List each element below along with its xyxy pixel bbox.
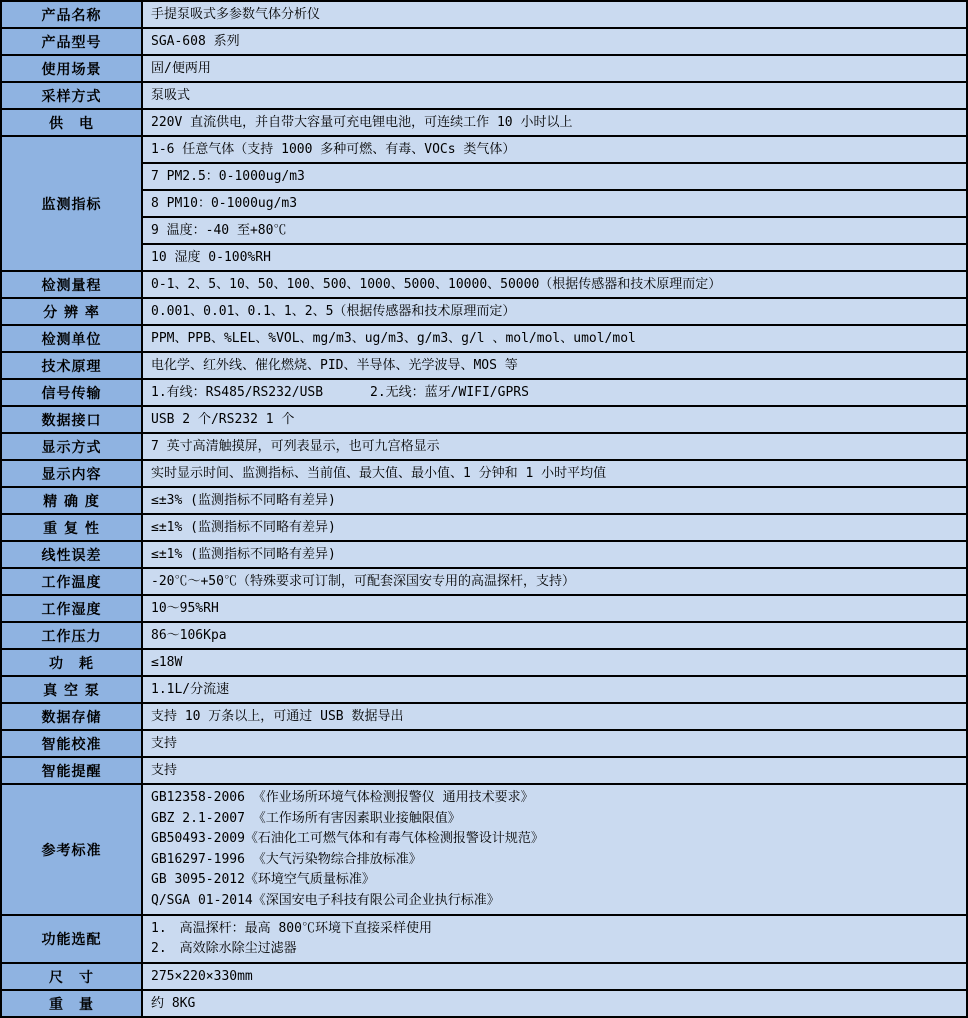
spec-value-cell: 9 温度：-40 至+80℃ <box>142 217 967 244</box>
spec-value-cell: 实时显示时间、监测指标、当前值、最大值、最小值、1 分钟和 1 小时平均值 <box>142 460 967 487</box>
spec-value-line: GBZ 2.1-2007 《工作场所有害因素职业接触限值》 <box>151 810 461 826</box>
table-row <box>1 541 967 568</box>
spec-value-line: GB 3095-2012《环境空气质量标准》 <box>151 872 375 887</box>
spec-label-cell: 供 电 <box>1 109 142 136</box>
spec-label-cell: 参考标准 <box>1 784 142 915</box>
table-row <box>1 109 967 136</box>
spec-label-cell: 使用场景 <box>1 55 142 82</box>
spec-label-cell: 真 空 泵 <box>1 676 142 703</box>
spec-value-cell: PPM、PPB、%LEL、%VOL、mg/m3、ug/m3、g/m3、g/l 、mol/mol、umol/mol <box>142 325 967 352</box>
spec-label-cell: 重 复 性 <box>1 514 142 541</box>
spec-label-cell: 检测单位 <box>1 325 142 352</box>
table-row <box>1 379 967 406</box>
table-row <box>1 217 967 244</box>
table-row <box>1 963 967 990</box>
table-row <box>1 595 967 622</box>
spec-value-line: 1. 高温探杆：最高 800℃环境下直接采样使用 <box>151 921 432 936</box>
spec-label-cell: 智能校准 <box>1 730 142 757</box>
spec-value-cell: -20℃～+50℃（特殊要求可订制，可配套深国安专用的高温探杆，支持） <box>142 568 967 595</box>
spec-value-cell: 泵吸式 <box>142 82 967 109</box>
spec-value-line: GB12358-2006 《作业场所环境气体检测报警仪 通用技术要求》 <box>151 790 534 805</box>
spec-value-cell: 支持 <box>142 730 967 757</box>
table-row <box>1 649 967 676</box>
spec-value-cell: USB 2 个/RS232 1 个 <box>142 406 967 433</box>
spec-value-cell <box>142 915 967 963</box>
table-row <box>1 622 967 649</box>
table-row <box>1 784 967 915</box>
spec-value-cell: 220V 直流供电，并自带大容量可充电锂电池，可连续工作 10 小时以上 <box>142 109 967 136</box>
spec-label-cell: 产品型号 <box>1 28 142 55</box>
spec-value-cell: 275×220×330mm <box>142 963 967 990</box>
spec-label-cell: 显示方式 <box>1 433 142 460</box>
table-row <box>1 730 967 757</box>
spec-label-cell: 分 辨 率 <box>1 298 142 325</box>
spec-value-cell: 10 湿度 0-100%RH <box>142 244 967 271</box>
spec-label-cell: 检测量程 <box>1 271 142 298</box>
table-row <box>1 325 967 352</box>
table-row <box>1 82 967 109</box>
spec-value-cell: 7 英寸高清触摸屏，可列表显示，也可九宫格显示 <box>142 433 967 460</box>
spec-value-cell: ≤±1% (监测指标不同略有差异) <box>142 541 967 568</box>
table-row <box>1 915 967 963</box>
spec-label-cell: 工作湿度 <box>1 595 142 622</box>
spec-label-cell: 产品名称 <box>1 1 142 28</box>
spec-label-cell: 技术原理 <box>1 352 142 379</box>
table-row <box>1 990 967 1017</box>
table-row <box>1 757 967 784</box>
spec-value-cell: SGA-608 系列 <box>142 28 967 55</box>
spec-label-cell: 显示内容 <box>1 460 142 487</box>
spec-value-line: Q/SGA 01-2014《深国安电子科技有限公司企业执行标准》 <box>151 892 500 908</box>
spec-value-line: 2. 高效除水除尘过滤器 <box>151 941 297 956</box>
table-row <box>1 460 967 487</box>
table-row <box>1 163 967 190</box>
spec-value-cell: ≤±1% (监测指标不同略有差异) <box>142 514 967 541</box>
spec-table-body <box>1 1 967 1017</box>
spec-value-line: GB50493-2009《石油化工可燃气体和有毒气体检测报警设计规范》 <box>151 831 544 846</box>
spec-value-cell: 电化学、红外线、催化燃烧、PID、半导体、光学波导、MOS 等 <box>142 352 967 379</box>
spec-value-cell: 0-1、2、5、10、50、100、500、1000、5000、10000、50000（根据传感器和技术原理而定） <box>142 271 967 298</box>
spec-value-cell: 1.1L/分流速 <box>142 676 967 703</box>
spec-value-cell: 0.001、0.01、0.1、1、2、5（根据传感器和技术原理而定） <box>142 298 967 325</box>
spec-label-cell: 工作温度 <box>1 568 142 595</box>
spec-value-cell: 支持 10 万条以上，可通过 USB 数据导出 <box>142 703 967 730</box>
spec-value-cell: 8 PM10：0-1000ug/m3 <box>142 190 967 217</box>
table-row <box>1 487 967 514</box>
spec-label-cell: 数据接口 <box>1 406 142 433</box>
spec-value-cell: ≤±3% (监测指标不同略有差异) <box>142 487 967 514</box>
table-row <box>1 352 967 379</box>
spec-value-cell: 7 PM2.5：0-1000ug/m3 <box>142 163 967 190</box>
table-row <box>1 514 967 541</box>
table-row <box>1 703 967 730</box>
spec-value-cell: 1-6 任意气体（支持 1000 多种可燃、有毒、VOCs 类气体） <box>142 136 967 163</box>
table-row <box>1 298 967 325</box>
spec-label-cell: 信号传输 <box>1 379 142 406</box>
table-row <box>1 676 967 703</box>
spec-label-cell: 采样方式 <box>1 82 142 109</box>
spec-label-cell: 数据存储 <box>1 703 142 730</box>
table-row <box>1 406 967 433</box>
spec-label-cell: 精 确 度 <box>1 487 142 514</box>
spec-value-cell <box>142 784 967 915</box>
table-row <box>1 568 967 595</box>
spec-value-cell: 固/便两用 <box>142 55 967 82</box>
spec-label-cell: 尺 寸 <box>1 963 142 990</box>
spec-value-cell: 支持 <box>142 757 967 784</box>
spec-value-cell: ≤18W <box>142 649 967 676</box>
spec-value-cell: 约 8KG <box>142 990 967 1017</box>
table-row <box>1 55 967 82</box>
spec-label-cell: 功 耗 <box>1 649 142 676</box>
table-row <box>1 271 967 298</box>
spec-label-cell: 线性误差 <box>1 541 142 568</box>
spec-label-cell: 工作压力 <box>1 622 142 649</box>
spec-label-cell: 重 量 <box>1 990 142 1017</box>
spec-value-line: GB16297-1996 《大气污染物综合排放标准》 <box>151 851 422 867</box>
spec-label-cell: 功能选配 <box>1 915 142 963</box>
table-row <box>1 136 967 163</box>
spec-value-cell: 1.有线：RS485/RS232/USB 2.无线：蓝牙/WIFI/GPRS <box>142 379 967 406</box>
spec-value-cell: 10～95%RH <box>142 595 967 622</box>
table-row <box>1 1 967 28</box>
table-row <box>1 244 967 271</box>
spec-label-cell: 监测指标 <box>1 136 142 271</box>
spec-label-cell: 智能提醒 <box>1 757 142 784</box>
table-row <box>1 190 967 217</box>
spec-value-cell: 手提泵吸式多参数气体分析仪 <box>142 1 967 28</box>
table-row <box>1 433 967 460</box>
spec-value-cell: 86～106Kpa <box>142 622 967 649</box>
table-row <box>1 28 967 55</box>
